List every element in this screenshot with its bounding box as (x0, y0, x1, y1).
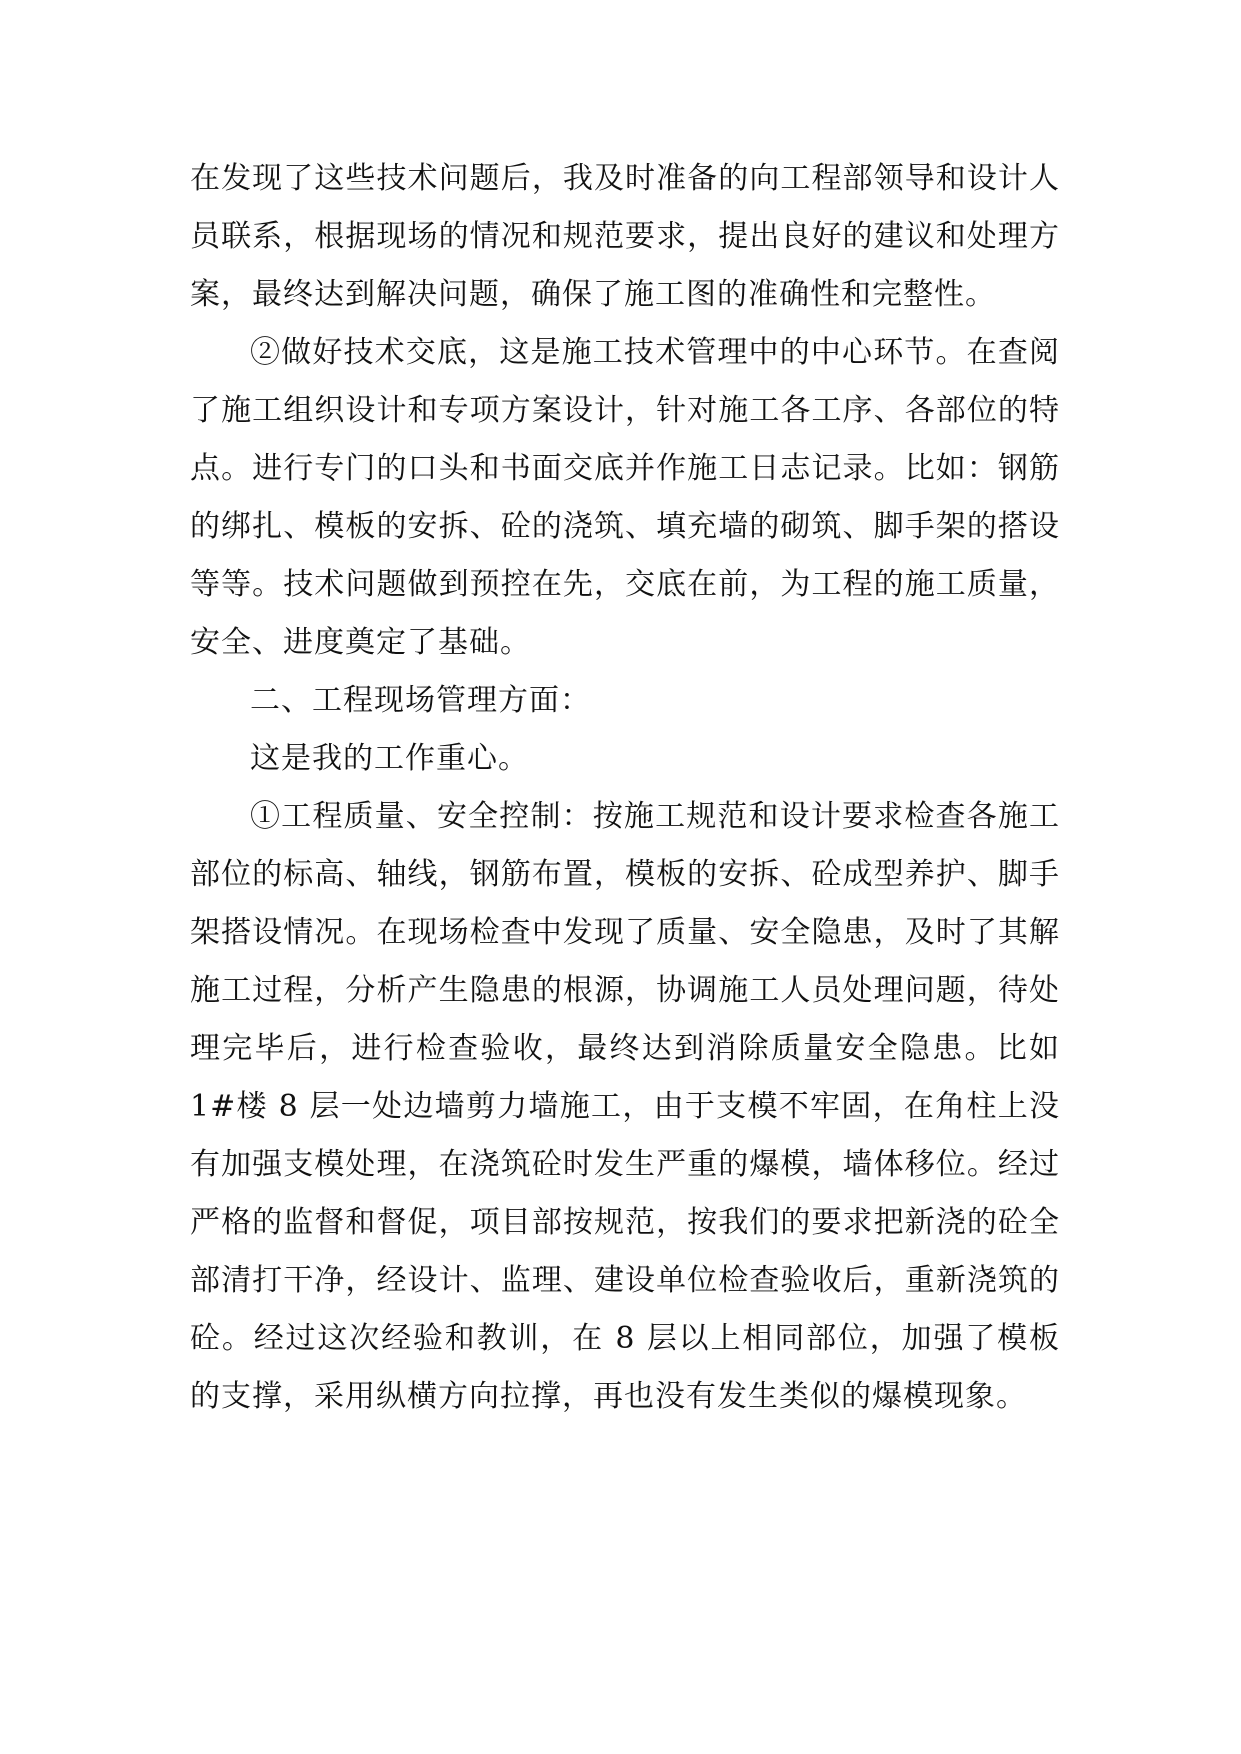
paragraph-4: ①工程质量、安全控制：按施工规范和设计要求检查各施工部位的标高、轴线，钢筋布置，模板的安拆、砼成型养护、脚手架搭设情况。在现场检查中发现了质量、安全隐患，及时了其解施工过程，分析产生隐患的根源，协调施工人员处理问题，待处理完毕后，进行检查验收，最终达到消除质量安全隐患。比如 1#楼 8 层一处边墙剪力墙施工，由于支模不牢固，在角柱上没有加强支模处理，在浇筑砼时发生严重的爆模，墙体移位。经过严格的监督和督促，项目部按规范，按我们的要求把新浇的砼全部清打干净，经设计、监理、建设单位检查验收后，重新浇筑的砼。经过这次经验和教训，在 8 层以上相同部位，加强了模板的支撑，采用纵横方向拉撑，再也没有发生类似的爆模现象。 (190, 799, 1060, 1414)
paragraph-3: 这是我的工作重心。 (250, 741, 529, 776)
paragraph-2: ②做好技术交底，这是施工技术管理中的中心环节。在查阅了施工组织设计和专项方案设计，针对施工各工序、各部位的特点。进行专门的口头和书面交底并作施工日志记录。比如：钢筋的绑扎、模板的安拆、砼的浇筑、填充墙的砌筑、脚手架的搭设等等。技术问题做到预控在先，交底在前，为工程的施工质量，安全、进度奠定了基础。 (190, 335, 1060, 660)
document-body (190, 150, 1060, 1426)
paragraph-1: 在发现了这些技术问题后，我及时准备的向工程部领导和设计人员联系，根据现场的情况和规范要求，提出良好的建议和处理方案，最终达到解决问题，确保了施工图的准确性和完整性。 (190, 161, 1060, 312)
section-heading: 二、工程现场管理方面： (250, 683, 591, 718)
